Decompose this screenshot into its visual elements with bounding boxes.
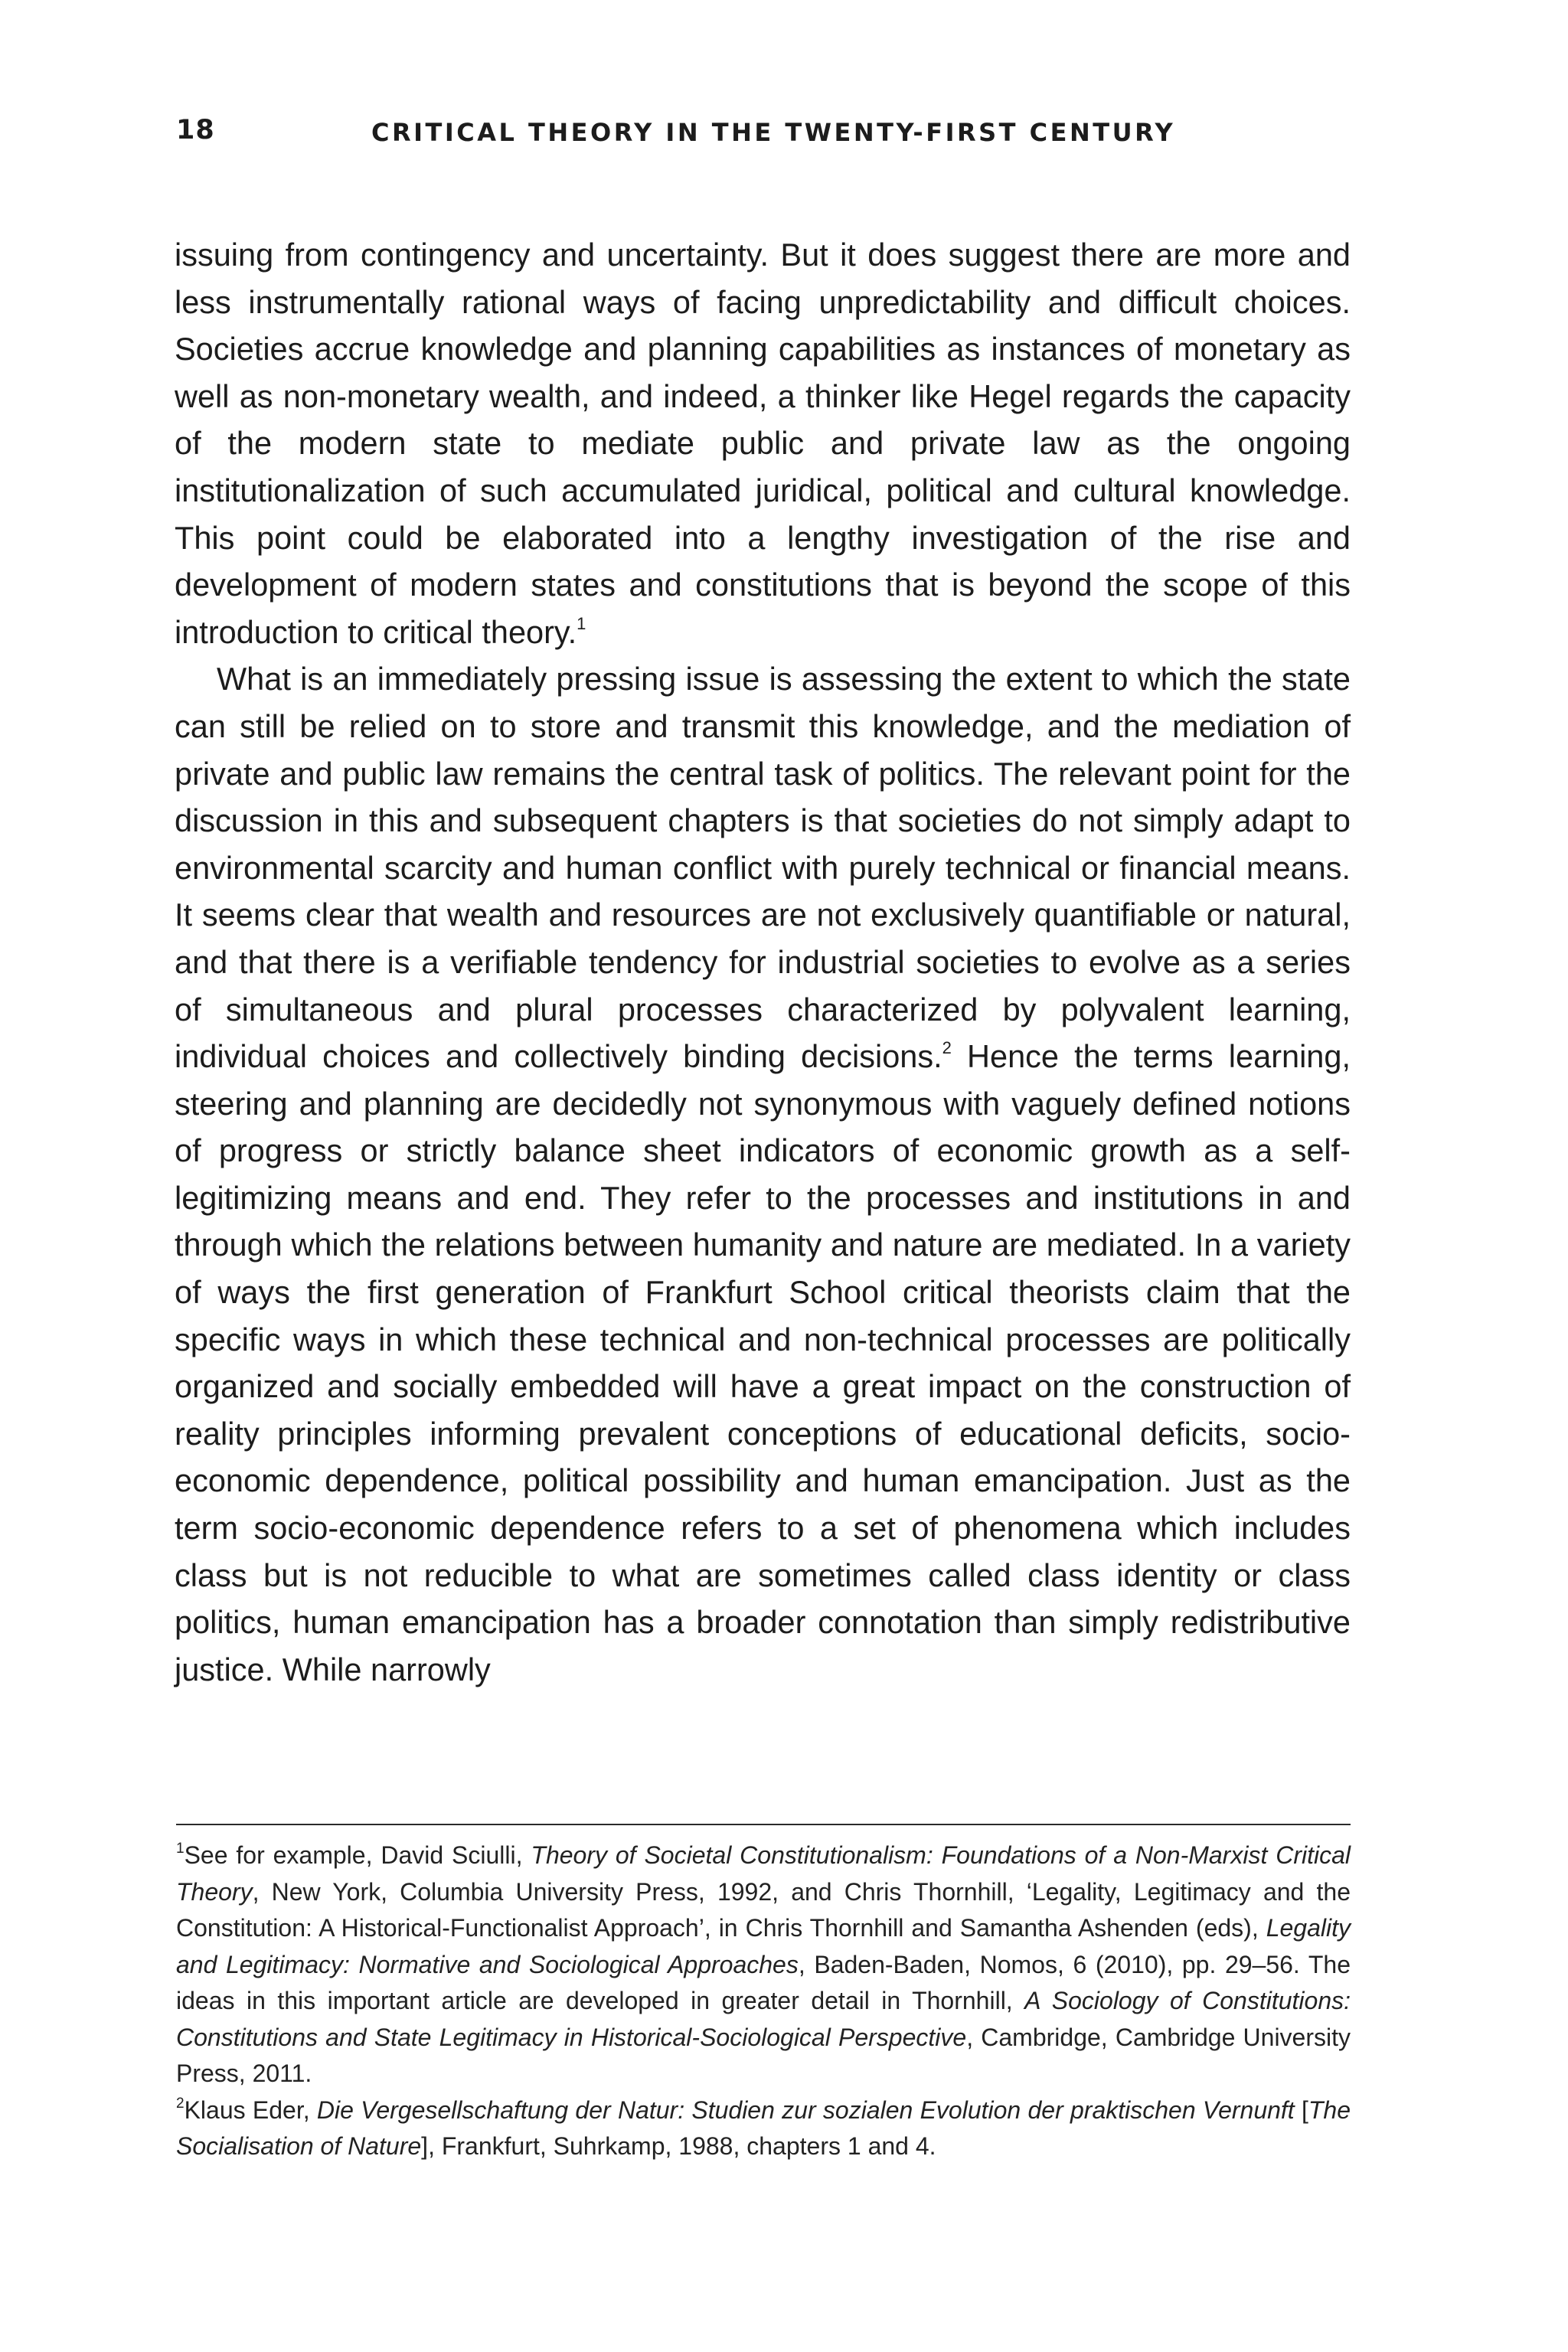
footnote — [176, 2092, 1351, 2165]
footnote-number: 2 — [176, 2095, 185, 2112]
footnote-text: , Cambridge, Cambridge University Press, 2011. — [176, 2023, 1351, 2087]
page-number: 18 — [176, 115, 215, 145]
footnote-text: Klaus Eder, — [184, 2096, 317, 2124]
footnote-text: , Baden-Baden, Nomos, 6 (2010), pp. 29–56. The ideas in this important article are developed in greater detail in Thornhill, — [176, 1950, 1351, 2014]
footnote-reference: 2 — [942, 1038, 952, 1058]
footnote-title: Theory of Societal Constitutionalism: Foundations of a Non-Marxist Critical Theory — [176, 1841, 1351, 1906]
footnote-title: Legality and Legitimacy: Normative and Sociological Approaches — [176, 1914, 1351, 1978]
footnote-text: [ — [1294, 2096, 1308, 2124]
paragraph — [175, 655, 1351, 1693]
paragraph-text: Hence the terms learning, steering and planning are decidedly not synonymous with vaguely defined notions of progress or strictly balance sheet indicators of economic growth as a self-legitimizing means and end. They refer to the processes and institutions in and through which the relations between humanity and nature are mediated. In a variety of ways the first generation of Frankfurt School critical theorists claim that the specific ways in which these technical and non-technical processes are politically organized and socially embedded will have a great impact on the construction of reality principles informing prevalent conceptions of educational deficits, socio-economic dependence, political possibility and human emancipation. Just as the term socio-economic dependence refers to a set of phenomena which includes class but is not reducible to what are sometimes called class identity or class politics, human emancipation has a broader connotation than simply redistributive justice. While narrowly — [175, 1038, 1351, 1687]
footnote-reference: 1 — [577, 613, 586, 633]
footnote-title: The Socialisation of Nature — [176, 2096, 1351, 2160]
footnote-title: A Sociology of Constitutions: Constitutions and State Legitimacy in Historical-Sociological Perspective — [176, 1987, 1351, 2051]
running-head: CRITICAL THEORY IN THE TWENTY-FIRST CENTURY — [371, 118, 1176, 147]
paragraph-text: issuing from contingency and uncertainty. But it does suggest there are more and less instrumentally rational ways of facing unpredictability and difficult choices. Societies accrue knowledge and planning capabilities as instances of monetary as well as non-monetary wealth, and indeed, a thinker like Hegel regards the capacity of the modern state to mediate public and private law as the ongoing institutionalization of such accumulated juridical, political and cultural knowledge. This point could be elaborated into a lengthy investigation of the rise and development of modern states and constitutions that is beyond the scope of this introduction to critical theory. — [175, 237, 1351, 650]
footnote — [176, 1838, 1351, 2092]
paragraph-text: What is an immediately pressing issue is assessing the extent to which the state can still be relied on to store and transmit this knowledge, and the mediation of private and public law remains the central task of politics. The relevant point for the discussion in this and subsequent chapters is that societies do not simply adapt to environmental scarcity and human conflict with purely technical or financial means. It seems clear that wealth and resources are not exclusively quantifiable or natural, and that there is a verifiable tendency for industrial societies to evolve as a series of simultaneous and plural processes characterized by polyvalent learning, individual choices and collectively binding decisions. — [175, 661, 1351, 1075]
footnote-title: Die Vergesellschaftung der Natur: Studien zur sozialen Evolution der praktischen Vernunft — [316, 2096, 1295, 2124]
footnote-text: ], Frankfurt, Suhrkamp, 1988, chapters 1 and 4. — [421, 2132, 936, 2160]
page-header — [176, 115, 1348, 161]
paragraph — [175, 231, 1351, 655]
footnote-text: , New York, Columbia University Press, 1992, and Chris Thornhill, ‘Legality, Legitimacy and the Constitution: A Historical-Functionalist Approach’, in Chris Thornhill and Samantha Ashenden (eds), — [176, 1877, 1351, 1942]
footnote-text: See for example, David Sciulli, — [184, 1841, 531, 1869]
footnotes — [176, 1838, 1351, 2165]
footnote-divider — [176, 1824, 1351, 1825]
body-text — [175, 231, 1351, 1693]
footnote-number: 1 — [176, 1841, 185, 1857]
